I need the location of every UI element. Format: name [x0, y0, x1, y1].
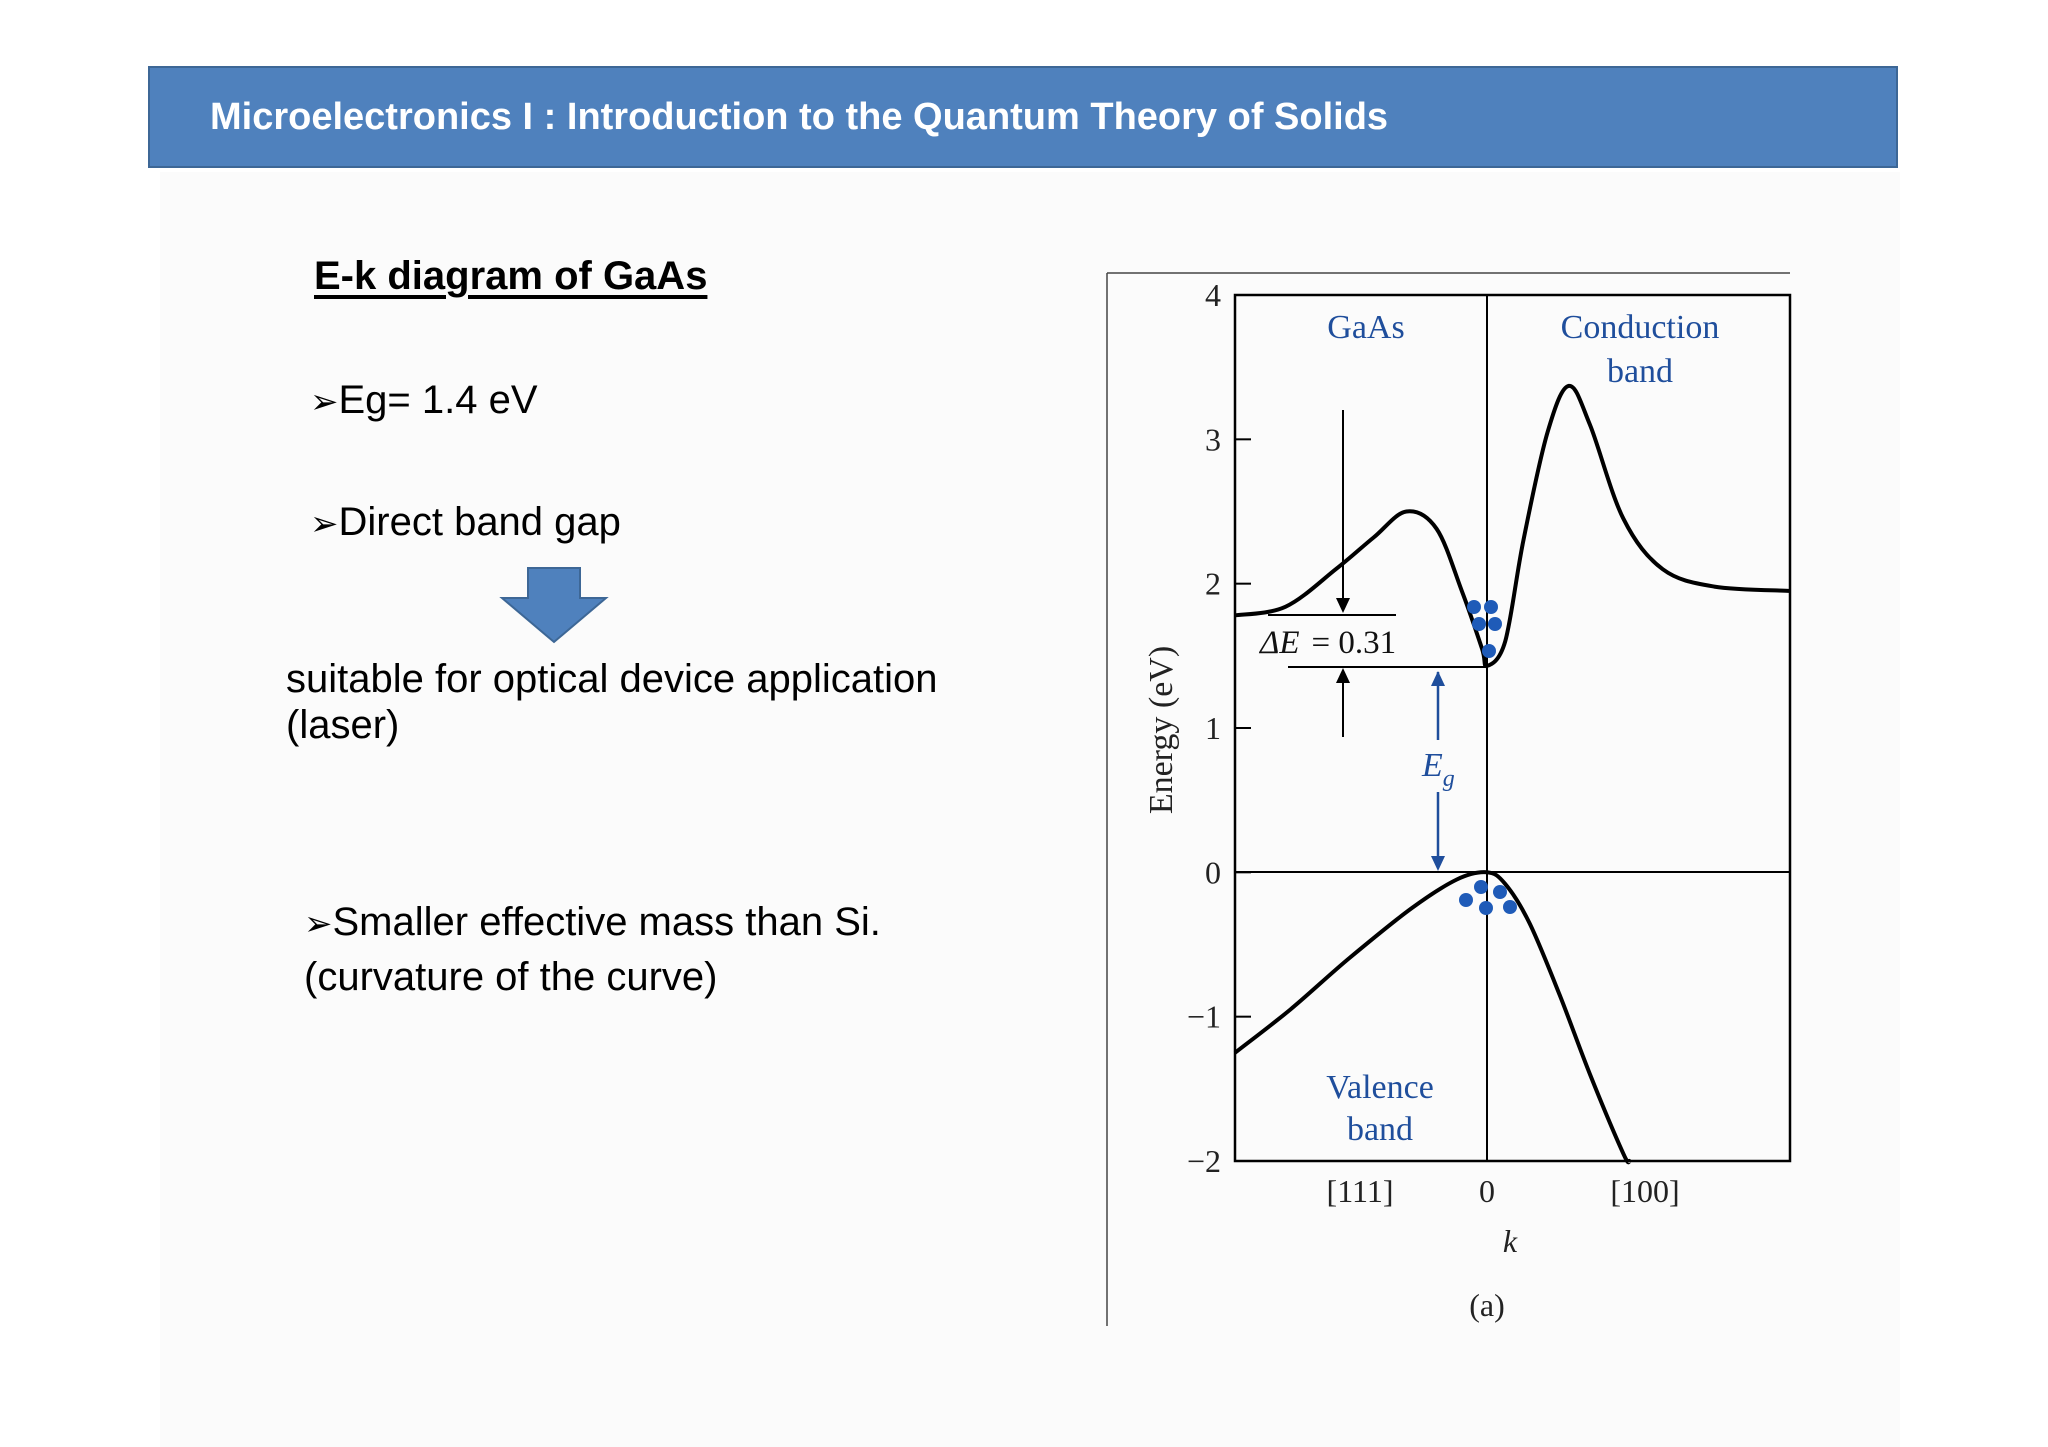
ek-diagram-figure [1100, 270, 1800, 1345]
hole-dot [1474, 880, 1488, 894]
arrow-head-icon [1431, 856, 1445, 871]
y-tick-label: 0 [1205, 854, 1221, 891]
valence-band-label: Valence [1326, 1069, 1434, 1106]
x-tick-label: [100] [1610, 1173, 1680, 1209]
bullet-text: Direct band gap [338, 500, 621, 544]
conclusion-text [286, 656, 938, 748]
delta-e-label: ΔE = 0.31 [1260, 625, 1397, 661]
y-tick-label: −1 [1186, 998, 1221, 1035]
y-tick-label: 2 [1205, 565, 1221, 602]
ek-chart [1100, 270, 1800, 1340]
conduction-band-label: Conduction [1560, 309, 1720, 346]
arrow-head-icon [1336, 668, 1350, 683]
y-tick-label: 3 [1205, 421, 1221, 458]
hole-dot [1503, 900, 1517, 914]
bullet-text: Smaller effective mass than Si. [332, 900, 881, 944]
section-heading: E-k diagram of GaAs [314, 254, 708, 298]
valence-band-label: band [1346, 1111, 1414, 1148]
arrow-head-icon [1336, 598, 1350, 613]
valence-band-curve [1235, 872, 1629, 1162]
conclusion-line: (laser) [286, 703, 400, 747]
x-tick-label: 0 [1479, 1173, 1495, 1209]
conduction-band-label: band [1606, 353, 1674, 390]
curvature-note: (curvature of the curve) [304, 955, 718, 999]
hole-dot [1493, 885, 1507, 899]
electron-dot [1472, 617, 1486, 631]
electron-dot [1488, 617, 1502, 631]
bullet-direct-gap [310, 500, 621, 545]
y-tick-label: 4 [1205, 277, 1221, 313]
bullet-bandgap [310, 378, 538, 423]
arrow-head-icon [1431, 671, 1445, 686]
electron-dot [1484, 600, 1498, 614]
x-tick-label: [111] [1326, 1173, 1394, 1209]
eg-label: $E_g$ [1422, 747, 1455, 792]
y-tick-label: 1 [1205, 710, 1221, 746]
material-label: GaAs [1327, 309, 1405, 346]
y-axis-label: Energy (eV) [1143, 645, 1180, 815]
electron-dot [1467, 600, 1481, 614]
x-axis-label: k [1502, 1223, 1518, 1259]
bullet-text: Eg= 1.4 eV [338, 378, 538, 422]
bullet-marker: ➢ [310, 505, 339, 543]
hole-dot [1479, 901, 1493, 915]
plot-frame [1235, 295, 1790, 1161]
conclusion-line: suitable for optical device application [286, 657, 938, 701]
bullet-marker: ➢ [304, 905, 333, 943]
bullet-effective-mass [304, 900, 881, 945]
bullet-marker: ➢ [310, 383, 339, 421]
slide-title: Microelectronics I : Introduction to the Quantum Theory of Solids [210, 96, 1389, 138]
y-axis-ticks [1187, 277, 1251, 1179]
down-arrow-icon [498, 566, 610, 644]
figure-caption: (a) [1469, 1287, 1505, 1323]
header-bar [148, 66, 1898, 168]
electron-dot [1482, 644, 1496, 658]
y-tick-label: −2 [1186, 1143, 1221, 1179]
hole-dot [1459, 893, 1473, 907]
